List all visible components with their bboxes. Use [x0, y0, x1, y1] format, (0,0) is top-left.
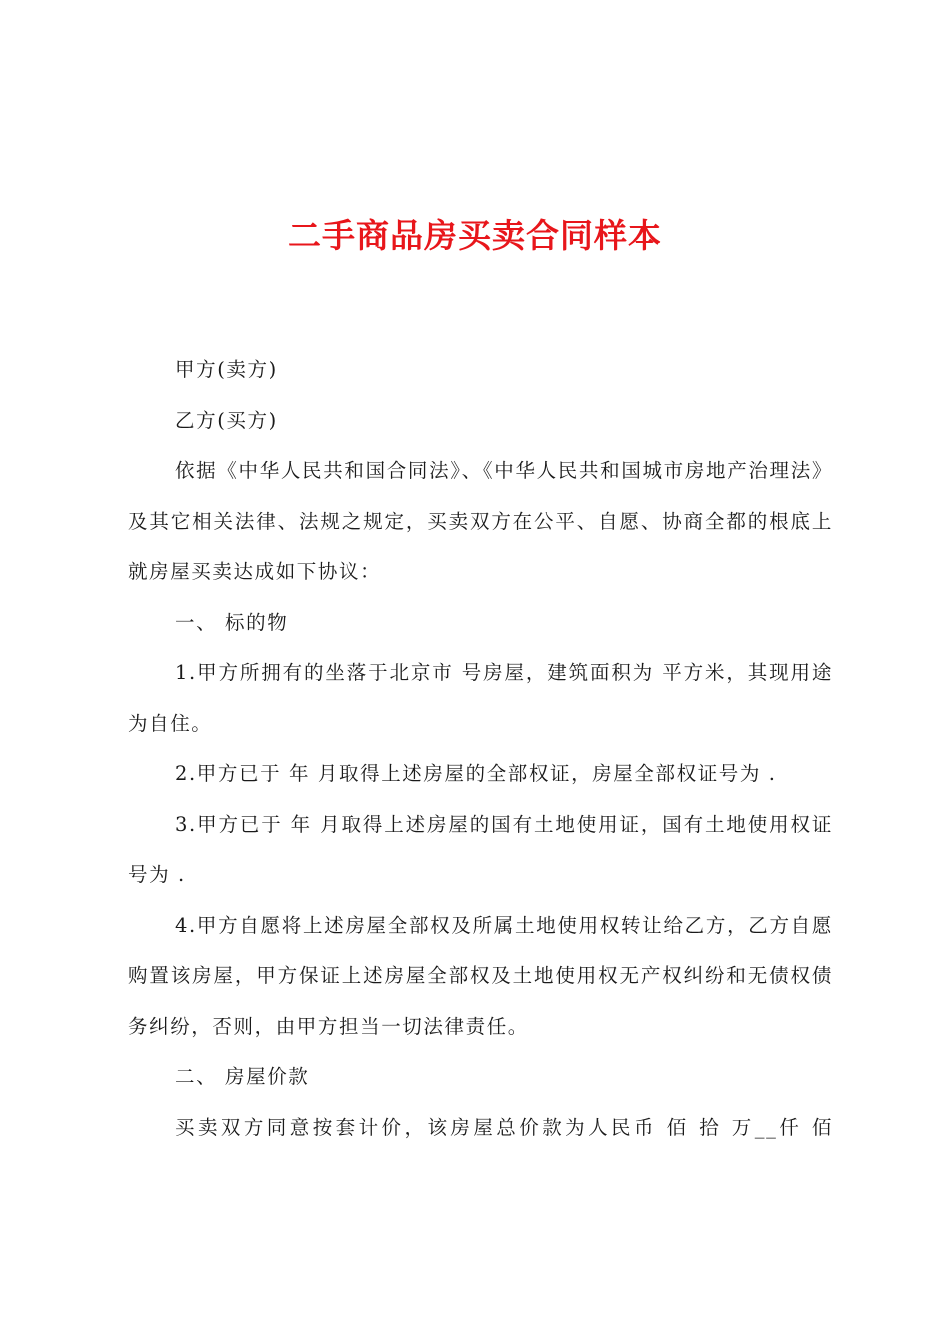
clause-2-1: 买卖双方同意按套计价，该房屋总价款为人民币 佰 拾 万__仟 佰	[175, 1115, 833, 1139]
party-a-line: 甲方(卖方)	[175, 358, 278, 381]
clause-1-2: 2.甲方已于 年 月取得上述房屋的全部权证，房屋全部权证号为 .	[175, 762, 777, 785]
document-body	[128, 345, 833, 1153]
clause-1-1: 1.甲方所拥有的坐落于北京市 号房屋，建筑面积为 平方米，其现用途为自住。	[128, 661, 833, 735]
document-title: 二手商品房买卖合同样本	[288, 216, 662, 255]
party-b-line: 乙方(买方)	[175, 408, 278, 432]
clause-1-4: 4.甲方自愿将上述房屋全部权及所属土地使用权转让给乙方，乙方自愿购置该房屋，甲方保证上述房屋全部权及土地使用权无产权纠纷和无债权债务纠纷，否则，由甲方担当一切法律责任。	[128, 913, 833, 1038]
preamble-paragraph: 依据《中华人民共和国合同法》、《中华人民共和国城市房地产治理法》及其它相关法律、法规之规定，买卖双方在公平、自愿、协商全都的根底上就房屋买卖达成如下协议：	[128, 459, 833, 583]
clause-1-3: 3.甲方已于 年 月取得上述房屋的国有土地使用证，国有土地使用权证号为 .	[128, 812, 833, 886]
section-heading-subject: 一、 标的物	[175, 610, 289, 634]
section-heading-price: 二、 房屋价款	[175, 1065, 310, 1088]
